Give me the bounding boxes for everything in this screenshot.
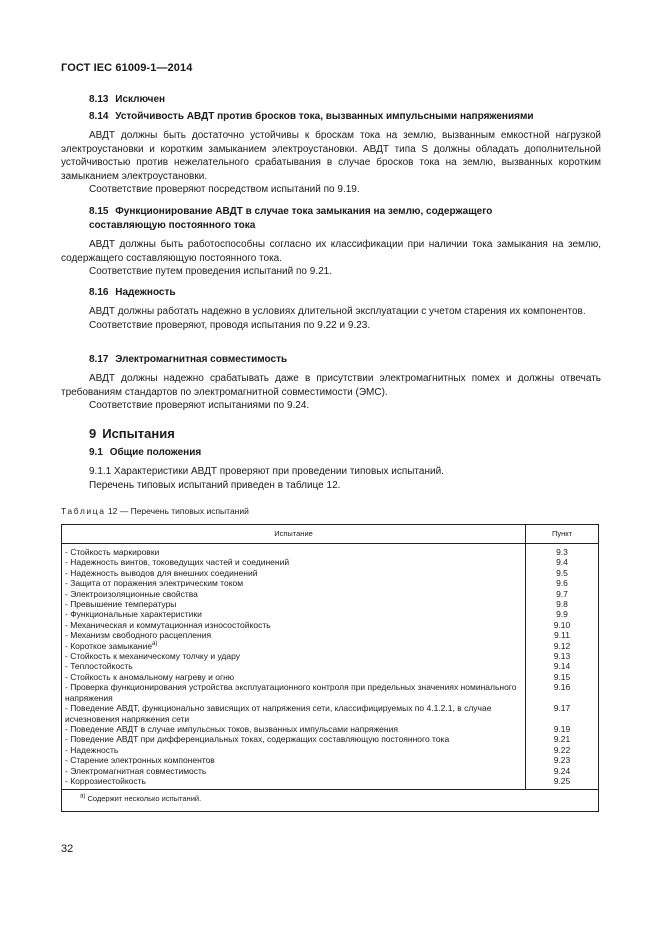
- clause-cell: 9.5: [526, 568, 599, 578]
- test-name-cell: [62, 589, 526, 599]
- test-name-cell: [62, 568, 526, 578]
- chapter-number: 9: [89, 426, 97, 441]
- footnote-mark: а): [80, 793, 86, 800]
- paragraph: Соответствие проверяют, проводя испытания по 9.22 и 9.23.: [89, 319, 371, 331]
- table-row: [62, 734, 599, 744]
- clause-cell: 9.9: [526, 609, 599, 619]
- test-name: - Надежность выводов для внешних соединений: [65, 567, 258, 578]
- table-header-row: [62, 525, 599, 544]
- document-header: ГОСТ IEC 61009-1—2014: [61, 62, 193, 74]
- section-title: Электромагнитная совместимость: [115, 354, 288, 365]
- tests-table: [61, 524, 599, 812]
- section-number: 9.1: [89, 447, 103, 458]
- table-caption: [61, 506, 249, 516]
- table-row: [62, 620, 599, 630]
- clause-cell: 9.16: [526, 682, 599, 703]
- test-name-cell: [62, 734, 526, 744]
- section-title: Надежность: [115, 287, 176, 298]
- section-title: Устойчивость АВДТ против бросков тока, вызванных импульсными напряжениями: [115, 111, 534, 122]
- test-name-cell: [62, 661, 526, 671]
- test-name-cell: [62, 620, 526, 630]
- test-name: - Превышение температуры: [65, 599, 177, 610]
- test-name-cell: [62, 544, 526, 558]
- clause-cell: 9.24: [526, 766, 599, 776]
- table-row: [62, 755, 599, 765]
- test-name: - Коррозиестойкость: [65, 775, 146, 786]
- clause-cell: 9.7: [526, 589, 599, 599]
- footnote-reference: а): [152, 640, 158, 647]
- clause-cell: 9.10: [526, 620, 599, 630]
- clause-cell: 9.15: [526, 672, 599, 682]
- table-caption-text: 12 — Перечень типовых испытаний: [107, 506, 249, 516]
- clause-cell: 9.6: [526, 578, 599, 588]
- test-name-cell: [62, 672, 526, 682]
- section-title: Исключен: [115, 94, 166, 105]
- test-name-cell: [62, 766, 526, 776]
- paragraph: Перечень типовых испытаний приведен в таблице 12.: [89, 479, 341, 491]
- test-name: - Поведение АВДТ при дифференциальных токах, содержащих составляющую постоянного тока: [65, 734, 450, 745]
- paragraph: Соответствие проверяют посредством испытаний по 9.19.: [89, 184, 360, 195]
- table-row: [62, 745, 599, 755]
- table-row: [62, 544, 599, 558]
- clause-cell: 9.4: [526, 557, 599, 567]
- clause-cell: 9.17: [526, 703, 599, 724]
- clause-cell: 9.14: [526, 661, 599, 671]
- clause-cell: 9.23: [526, 755, 599, 765]
- test-name: - Стойкость к механическому толчку и удару: [65, 651, 240, 662]
- clause-cell: 9.13: [526, 651, 599, 661]
- section-heading: [61, 110, 601, 124]
- table-row: [62, 682, 599, 703]
- clause-cell: 9.19: [526, 724, 599, 734]
- section-heading: [61, 353, 601, 367]
- test-name: - Стойкость маркировки: [65, 547, 160, 557]
- test-name-cell: [62, 578, 526, 588]
- table-row: [62, 661, 599, 671]
- table-row: [62, 766, 599, 776]
- paragraph: 9.1.1 Характеристики АВДТ проверяют при проведении типовых испытаний.: [89, 466, 444, 477]
- test-name: - Надежность: [65, 744, 119, 755]
- table-row: [62, 651, 599, 661]
- section-8-16: [61, 286, 601, 332]
- test-name: - Надежность винтов, токоведущих частей и соединений: [65, 557, 290, 568]
- column-header-clause: Пункт: [526, 525, 599, 544]
- test-name: - Проверка функционирования устройства эксплуатационного контроля при предельных значениях номинального напряжения: [65, 682, 517, 703]
- test-name: - Электроизоляционные свойства: [65, 588, 198, 599]
- section-heading: [61, 205, 601, 233]
- clause-cell: 9.3: [526, 544, 599, 558]
- table-row: [62, 776, 599, 790]
- table-row: [62, 609, 599, 619]
- section-number: 8.15: [89, 206, 109, 217]
- test-name: - Стойкость к аномальному нагреву и огню: [65, 671, 235, 682]
- table-row: [62, 578, 599, 588]
- section-8-17: [61, 353, 601, 413]
- section-heading: [61, 93, 601, 107]
- section-title: Функционирование АВДТ в случае тока замыкания на землю, содержащего составляющую постоянного тока: [89, 206, 493, 231]
- test-name-cell: [62, 745, 526, 755]
- section-number: 8.14: [89, 111, 109, 122]
- table-row: [62, 599, 599, 609]
- paragraph: Соответствие путем проведения испытаний по 9.21.: [89, 266, 332, 277]
- clause-cell: 9.11: [526, 630, 599, 640]
- clause-cell: 9.21: [526, 734, 599, 744]
- section-number: 8.17: [89, 354, 109, 365]
- section-9-1: [61, 446, 601, 492]
- test-name-cell: [62, 630, 526, 640]
- section-8-15: [61, 205, 601, 279]
- test-name: - Механическая и коммутационная износостойкость: [65, 619, 271, 630]
- section-heading: [61, 446, 601, 460]
- test-name: - Теплостойкость: [65, 661, 133, 672]
- test-name: - Механизм свободного расцепления: [65, 630, 212, 641]
- test-name-cell: [62, 724, 526, 734]
- test-name-cell: [62, 557, 526, 567]
- test-name-cell: [62, 651, 526, 661]
- test-name: - Функциональные характеристики: [65, 609, 202, 620]
- paragraph: АВДТ должны быть работоспособны согласно их классификации при наличии тока замыкания на землю, содержащего составляющую постоянного тока.: [61, 239, 601, 264]
- chapter-title: Испытания: [102, 426, 175, 441]
- clause-cell: 9.12: [526, 641, 599, 651]
- page-number: 32: [61, 843, 74, 855]
- paragraph: АВДТ должны работать надежно в условиях длительной эксплуатации с учетом старения их компонентов.: [89, 306, 586, 317]
- section-8-13: [61, 93, 601, 107]
- test-name-cell: [62, 682, 526, 703]
- section-heading: [61, 286, 601, 300]
- column-header-test: Испытание: [62, 525, 526, 544]
- table-row: [62, 630, 599, 640]
- table-footnote-row: [62, 790, 599, 811]
- clause-cell: 9.8: [526, 599, 599, 609]
- test-name-cell: [62, 776, 526, 790]
- section-number: 8.16: [89, 287, 109, 298]
- paragraph: АВДТ должны надежно срабатывать даже в присутствии электромагнитных помех и должны отвечать требованиям стандартов по электромагнитной совместимости (ЭМС).: [61, 373, 601, 398]
- clause-cell: 9.22: [526, 745, 599, 755]
- test-name-cell: [62, 641, 526, 651]
- table-row: [62, 568, 599, 578]
- test-name: - Короткое замыкание: [65, 640, 153, 651]
- footnote-text: Содержит несколько испытаний.: [87, 794, 202, 804]
- table-row: [62, 641, 599, 651]
- table-caption-word: Таблица: [61, 506, 106, 516]
- test-name: - Электромагнитная совместимость: [65, 765, 207, 776]
- test-name: - Старение электронных компонентов: [65, 755, 215, 766]
- test-name: - Поведение АВДТ в случае импульсных токов, вызванных импульсами напряжения: [65, 723, 398, 734]
- test-name-cell: [62, 703, 526, 724]
- table-row: [62, 589, 599, 599]
- section-8-14: [61, 110, 601, 197]
- clause-cell: 9.25: [526, 776, 599, 790]
- table-row: [62, 557, 599, 567]
- section-title: Общие положения: [109, 447, 202, 458]
- test-name-cell: [62, 609, 526, 619]
- section-number: 8.13: [89, 94, 109, 105]
- test-name: - Защита от поражения электрическим током: [65, 578, 244, 589]
- chapter-heading: [89, 426, 175, 441]
- table-row: [62, 724, 599, 734]
- table-footnote: [62, 790, 599, 811]
- test-name-cell: [62, 599, 526, 609]
- table-body: [62, 544, 599, 790]
- test-name-cell: [62, 755, 526, 765]
- table-row: [62, 703, 599, 724]
- table-row: [62, 672, 599, 682]
- paragraph: АВДТ должны быть достаточно устойчивы к броскам тока на землю, вызванным емкостной нагрузкой электроустановки и коротким замыканием электроустановки. АВДТ типа S должны обладать дополнительной устойчивостью против нежелательного срабатывания в случае бросков тока на землю, вызванных коротким замыканием электроустановки.: [61, 130, 601, 182]
- test-name: - Поведение АВДТ, функционально зависящих от напряжения сети, классифицируемых по 4.1.2.1, в случае исчезновения напряжения сети: [65, 703, 492, 724]
- paragraph: Соответствие проверяют испытаниями по 9.24.: [89, 400, 310, 411]
